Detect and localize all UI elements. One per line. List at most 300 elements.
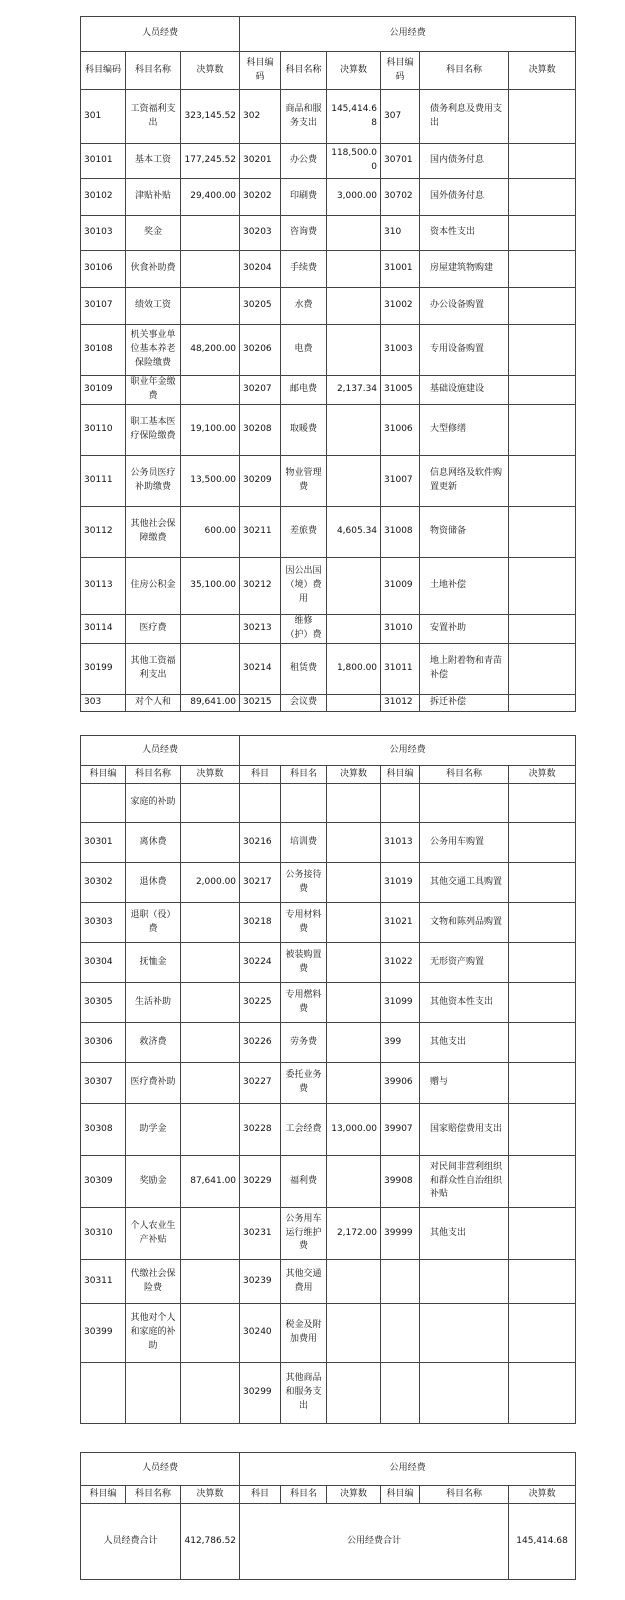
final-amount-cell bbox=[509, 784, 576, 823]
subject-name-cell: 其他对个人和家庭的补助 bbox=[126, 1304, 181, 1363]
subject-name-cell: 其他工资福利支出 bbox=[126, 644, 181, 695]
subject-name-cell: 个人农业生产补贴 bbox=[126, 1208, 181, 1260]
personnel-total-value: 412,786.52 bbox=[181, 1504, 240, 1580]
table-row bbox=[81, 644, 576, 695]
table-row bbox=[81, 288, 576, 325]
subject-name-cell bbox=[420, 1363, 509, 1424]
column-header-row bbox=[81, 52, 576, 90]
table-row bbox=[81, 695, 576, 712]
subject-name-cell: 医疗费补助 bbox=[126, 1063, 181, 1104]
final-amount-cell bbox=[181, 644, 240, 695]
subject-name-cell: 国内债务付息 bbox=[420, 144, 509, 179]
subject-code-cell: 30206 bbox=[240, 325, 281, 376]
col-header: 决算数 bbox=[181, 766, 240, 784]
subject-code-cell bbox=[381, 784, 420, 823]
final-amount-cell: 48,200.00 bbox=[181, 325, 240, 376]
subject-code-cell: 31003 bbox=[381, 325, 420, 376]
col-header: 决算数 bbox=[181, 1486, 240, 1504]
expense-table-2 bbox=[80, 735, 576, 1424]
final-amount-cell bbox=[181, 784, 240, 823]
col-header: 科目名称 bbox=[420, 766, 509, 784]
subject-name-cell: 专用设备购置 bbox=[420, 325, 509, 376]
final-amount-cell bbox=[181, 376, 240, 405]
table-row bbox=[81, 1304, 576, 1363]
col-header: 科目编 bbox=[81, 1486, 126, 1504]
col-header: 科目编码 bbox=[240, 52, 281, 90]
subject-code-cell bbox=[81, 1363, 126, 1424]
subject-name-cell: 代缴社会保险费 bbox=[126, 1260, 181, 1304]
subject-name-cell: 公务用车购置 bbox=[420, 823, 509, 863]
final-amount-cell bbox=[181, 1208, 240, 1260]
final-amount-cell bbox=[181, 615, 240, 644]
subject-name-cell: 物资储备 bbox=[420, 507, 509, 558]
subject-code-cell: 31009 bbox=[381, 558, 420, 615]
subject-code-cell: 301 bbox=[81, 90, 126, 144]
col-header: 决算数 bbox=[509, 766, 576, 784]
final-amount-cell bbox=[509, 1023, 576, 1063]
subject-name-cell: 津贴补贴 bbox=[126, 179, 181, 216]
subject-code-cell: 30201 bbox=[240, 144, 281, 179]
col-header: 科目 bbox=[240, 1486, 281, 1504]
final-amount-cell bbox=[509, 216, 576, 251]
table-row bbox=[81, 983, 576, 1023]
final-amount-cell bbox=[181, 1363, 240, 1424]
final-amount-cell bbox=[327, 695, 381, 712]
subject-code-cell: 30303 bbox=[81, 903, 126, 943]
subject-code-cell: 30110 bbox=[81, 405, 126, 456]
col-header: 科目名称 bbox=[126, 766, 181, 784]
subject-name-cell: 被装购置费 bbox=[281, 943, 327, 983]
final-amount-cell bbox=[509, 983, 576, 1023]
final-amount-cell bbox=[509, 456, 576, 507]
subject-name-cell: 退职（役）费 bbox=[126, 903, 181, 943]
subject-code-cell: 30106 bbox=[81, 251, 126, 288]
subject-code-cell bbox=[381, 1304, 420, 1363]
col-header: 科目编码 bbox=[81, 52, 126, 90]
personnel-expense-header: 人员经费 bbox=[81, 17, 240, 52]
col-header: 决算数 bbox=[181, 52, 240, 90]
final-amount-cell bbox=[509, 405, 576, 456]
subject-name-cell bbox=[126, 1363, 181, 1424]
table-row bbox=[81, 903, 576, 943]
subject-code-cell: 31019 bbox=[381, 863, 420, 903]
public-expense-header: 公用经费 bbox=[240, 736, 576, 766]
final-amount-cell bbox=[509, 376, 576, 405]
subject-code-cell: 30209 bbox=[240, 456, 281, 507]
public-total-label: 公用经费合计 bbox=[240, 1504, 509, 1580]
subject-code-cell: 39906 bbox=[381, 1063, 420, 1104]
subject-name-cell: 会议费 bbox=[281, 695, 327, 712]
final-amount-cell bbox=[327, 863, 381, 903]
table-row bbox=[81, 456, 576, 507]
public-total-value: 145,414.68 bbox=[509, 1504, 576, 1580]
final-amount-cell bbox=[327, 558, 381, 615]
final-amount-cell bbox=[509, 615, 576, 644]
subject-code-cell: 31011 bbox=[381, 644, 420, 695]
final-amount-cell bbox=[181, 903, 240, 943]
subject-code-cell: 30399 bbox=[81, 1304, 126, 1363]
subject-code-cell: 31099 bbox=[381, 983, 420, 1023]
subject-name-cell: 安置补助 bbox=[420, 615, 509, 644]
subject-name-cell: 维修（护）费 bbox=[281, 615, 327, 644]
subject-code-cell: 30112 bbox=[81, 507, 126, 558]
subject-code-cell: 30307 bbox=[81, 1063, 126, 1104]
final-amount-cell bbox=[509, 179, 576, 216]
final-amount-cell: 323,145.52 bbox=[181, 90, 240, 144]
table-row bbox=[81, 144, 576, 179]
subject-code-cell: 31005 bbox=[381, 376, 420, 405]
subject-name-cell bbox=[420, 784, 509, 823]
subject-code-cell: 302 bbox=[240, 90, 281, 144]
subject-code-cell: 30101 bbox=[81, 144, 126, 179]
subject-name-cell: 委托业务费 bbox=[281, 1063, 327, 1104]
final-amount-cell bbox=[181, 251, 240, 288]
subject-code-cell: 307 bbox=[381, 90, 420, 144]
subject-name-cell: 专用燃料费 bbox=[281, 983, 327, 1023]
column-header-row bbox=[81, 1486, 576, 1504]
subject-name-cell: 医疗费 bbox=[126, 615, 181, 644]
subject-name-cell: 绩效工资 bbox=[126, 288, 181, 325]
subject-name-cell: 邮电费 bbox=[281, 376, 327, 405]
subject-code-cell: 30702 bbox=[381, 179, 420, 216]
subject-code-cell: 30213 bbox=[240, 615, 281, 644]
subject-name-cell: 对民间非营利组织和群众性自治组织补贴 bbox=[420, 1156, 509, 1208]
final-amount-cell bbox=[327, 943, 381, 983]
subject-name-cell: 奖励金 bbox=[126, 1156, 181, 1208]
subject-name-cell: 工会经费 bbox=[281, 1104, 327, 1156]
subject-code-cell bbox=[81, 784, 126, 823]
table-row bbox=[81, 615, 576, 644]
subject-code-cell: 30701 bbox=[381, 144, 420, 179]
final-amount-cell bbox=[509, 558, 576, 615]
subject-code-cell: 30102 bbox=[81, 179, 126, 216]
col-header: 决算数 bbox=[327, 766, 381, 784]
subject-name-cell: 信息网络及软件购置更新 bbox=[420, 456, 509, 507]
subject-name-cell: 国家赔偿费用支出 bbox=[420, 1104, 509, 1156]
subject-code-cell: 30216 bbox=[240, 823, 281, 863]
final-amount-cell bbox=[327, 405, 381, 456]
final-amount-cell: 29,400.00 bbox=[181, 179, 240, 216]
column-header-row bbox=[81, 766, 576, 784]
subject-name-cell: 印刷费 bbox=[281, 179, 327, 216]
final-amount-cell: 13,500.00 bbox=[181, 456, 240, 507]
table-row bbox=[81, 179, 576, 216]
final-amount-cell bbox=[509, 1304, 576, 1363]
subject-code-cell: 30207 bbox=[240, 376, 281, 405]
subject-code-cell: 30302 bbox=[81, 863, 126, 903]
subject-name-cell: 其他支出 bbox=[420, 1023, 509, 1063]
table-row bbox=[81, 1063, 576, 1104]
subject-code-cell: 30299 bbox=[240, 1363, 281, 1424]
final-amount-cell bbox=[181, 1023, 240, 1063]
table-row bbox=[81, 90, 576, 144]
subject-name-cell: 家庭的补助 bbox=[126, 784, 181, 823]
final-amount-cell bbox=[509, 1208, 576, 1260]
subject-code-cell: 30109 bbox=[81, 376, 126, 405]
col-header: 决算数 bbox=[509, 52, 576, 90]
subject-name-cell bbox=[420, 1304, 509, 1363]
subject-name-cell: 大型修缮 bbox=[420, 405, 509, 456]
personnel-total-label: 人员经费合计 bbox=[81, 1504, 181, 1580]
final-amount-cell bbox=[509, 90, 576, 144]
subject-name-cell: 国外债务付息 bbox=[420, 179, 509, 216]
subject-name-cell: 生活补助 bbox=[126, 983, 181, 1023]
col-header: 决算数 bbox=[327, 52, 381, 90]
subject-code-cell: 30304 bbox=[81, 943, 126, 983]
final-amount-cell bbox=[509, 144, 576, 179]
subject-name-cell: 土地补偿 bbox=[420, 558, 509, 615]
subject-name-cell: 税金及附加费用 bbox=[281, 1304, 327, 1363]
subject-code-cell: 310 bbox=[381, 216, 420, 251]
final-amount-cell: 145,414.68 bbox=[327, 90, 381, 144]
subject-name-cell: 机关事业单位基本养老保险缴费 bbox=[126, 325, 181, 376]
col-header: 科目名称 bbox=[126, 1486, 181, 1504]
final-amount-cell bbox=[509, 1363, 576, 1424]
subject-code-cell: 30205 bbox=[240, 288, 281, 325]
final-amount-cell bbox=[327, 456, 381, 507]
final-amount-cell bbox=[327, 251, 381, 288]
final-amount-cell bbox=[509, 325, 576, 376]
table-row bbox=[81, 507, 576, 558]
final-amount-cell bbox=[327, 1063, 381, 1104]
subject-code-cell: 30305 bbox=[81, 983, 126, 1023]
col-header: 决算数 bbox=[327, 1486, 381, 1504]
subject-name-cell: 电费 bbox=[281, 325, 327, 376]
table-row bbox=[81, 823, 576, 863]
col-header: 科目编码 bbox=[381, 52, 420, 90]
subject-code-cell: 30211 bbox=[240, 507, 281, 558]
final-amount-cell bbox=[327, 1156, 381, 1208]
subject-code-cell: 30217 bbox=[240, 863, 281, 903]
subject-code-cell: 31002 bbox=[381, 288, 420, 325]
final-amount-cell bbox=[509, 1104, 576, 1156]
final-amount-cell bbox=[509, 251, 576, 288]
final-amount-cell bbox=[327, 1363, 381, 1424]
subject-code-cell: 30227 bbox=[240, 1063, 281, 1104]
subject-name-cell: 其他社会保障缴费 bbox=[126, 507, 181, 558]
subject-code-cell: 30107 bbox=[81, 288, 126, 325]
subject-code-cell: 30199 bbox=[81, 644, 126, 695]
col-header: 科目名称 bbox=[420, 52, 509, 90]
final-amount-cell bbox=[509, 823, 576, 863]
subject-name-cell: 公务员医疗补助缴费 bbox=[126, 456, 181, 507]
subject-code-cell: 31007 bbox=[381, 456, 420, 507]
table-row bbox=[81, 863, 576, 903]
subject-name-cell: 办公费 bbox=[281, 144, 327, 179]
subject-code-cell: 30311 bbox=[81, 1260, 126, 1304]
table-row bbox=[81, 325, 576, 376]
final-amount-cell bbox=[509, 1260, 576, 1304]
final-amount-cell bbox=[327, 615, 381, 644]
subject-code-cell: 30113 bbox=[81, 558, 126, 615]
table-row bbox=[81, 1208, 576, 1260]
subject-name-cell: 其他支出 bbox=[420, 1208, 509, 1260]
final-amount-cell bbox=[509, 644, 576, 695]
table-row bbox=[81, 1104, 576, 1156]
table-row bbox=[81, 1156, 576, 1208]
subject-name-cell: 离休费 bbox=[126, 823, 181, 863]
final-amount-cell bbox=[181, 216, 240, 251]
final-amount-cell bbox=[509, 903, 576, 943]
subject-name-cell: 对个人和 bbox=[126, 695, 181, 712]
subject-name-cell: 救济费 bbox=[126, 1023, 181, 1063]
table-row bbox=[81, 405, 576, 456]
subject-code-cell: 30308 bbox=[81, 1104, 126, 1156]
final-amount-cell bbox=[181, 1304, 240, 1363]
subject-name-cell: 福利费 bbox=[281, 1156, 327, 1208]
public-expense-header: 公用经费 bbox=[240, 1453, 576, 1486]
subject-name-cell: 地上附着物和青苗补偿 bbox=[420, 644, 509, 695]
public-expense-header: 公用经费 bbox=[240, 17, 576, 52]
subject-code-cell: 39908 bbox=[381, 1156, 420, 1208]
subject-code-cell: 30301 bbox=[81, 823, 126, 863]
subject-name-cell: 公务接待费 bbox=[281, 863, 327, 903]
subject-name-cell: 差旅费 bbox=[281, 507, 327, 558]
subject-code-cell: 30208 bbox=[240, 405, 281, 456]
final-amount-cell bbox=[509, 695, 576, 712]
subject-code-cell: 31021 bbox=[381, 903, 420, 943]
subject-name-cell: 无形资产购置 bbox=[420, 943, 509, 983]
subject-code-cell: 30225 bbox=[240, 983, 281, 1023]
subject-code-cell: 30309 bbox=[81, 1156, 126, 1208]
subject-code-cell: 303 bbox=[81, 695, 126, 712]
final-amount-cell bbox=[509, 288, 576, 325]
final-amount-cell bbox=[327, 1260, 381, 1304]
subject-name-cell: 奖金 bbox=[126, 216, 181, 251]
subject-code-cell: 31012 bbox=[381, 695, 420, 712]
subject-name-cell: 文物和陈列品购置 bbox=[420, 903, 509, 943]
subject-name-cell: 办公设备购置 bbox=[420, 288, 509, 325]
subject-code-cell: 30103 bbox=[81, 216, 126, 251]
subject-name-cell: 工资福利支出 bbox=[126, 90, 181, 144]
total-row bbox=[81, 1504, 576, 1580]
final-amount-cell bbox=[327, 823, 381, 863]
final-amount-cell bbox=[181, 983, 240, 1023]
subject-code-cell: 30212 bbox=[240, 558, 281, 615]
table-row bbox=[81, 1260, 576, 1304]
table-row bbox=[81, 251, 576, 288]
table-row bbox=[81, 1363, 576, 1424]
final-amount-cell: 1,800.00 bbox=[327, 644, 381, 695]
table-row bbox=[81, 216, 576, 251]
final-amount-cell bbox=[327, 784, 381, 823]
final-amount-cell bbox=[327, 903, 381, 943]
final-amount-cell: 118,500.00 bbox=[327, 144, 381, 179]
subject-name-cell: 资本性支出 bbox=[420, 216, 509, 251]
subject-code-cell: 39999 bbox=[381, 1208, 420, 1260]
subject-code-cell: 31008 bbox=[381, 507, 420, 558]
final-amount-cell bbox=[509, 507, 576, 558]
final-amount-cell bbox=[327, 1023, 381, 1063]
col-header: 科目 bbox=[240, 766, 281, 784]
final-amount-cell bbox=[327, 1304, 381, 1363]
subject-name-cell: 职业年金缴费 bbox=[126, 376, 181, 405]
subject-code-cell: 31010 bbox=[381, 615, 420, 644]
expense-total-table bbox=[80, 1452, 576, 1580]
final-amount-cell: 87,641.00 bbox=[181, 1156, 240, 1208]
expense-table-1 bbox=[80, 16, 576, 712]
subject-name-cell: 伙食补助费 bbox=[126, 251, 181, 288]
subject-name-cell: 其他资本性支出 bbox=[420, 983, 509, 1023]
subject-name-cell bbox=[420, 1260, 509, 1304]
subject-name-cell: 劳务费 bbox=[281, 1023, 327, 1063]
subject-code-cell: 30231 bbox=[240, 1208, 281, 1260]
subject-code-cell: 31006 bbox=[381, 405, 420, 456]
subject-code-cell: 399 bbox=[381, 1023, 420, 1063]
subject-code-cell: 30214 bbox=[240, 644, 281, 695]
final-amount-cell bbox=[181, 1104, 240, 1156]
subject-name-cell bbox=[281, 784, 327, 823]
subject-name-cell: 取暖费 bbox=[281, 405, 327, 456]
subject-name-cell: 专用材料费 bbox=[281, 903, 327, 943]
subject-code-cell: 30203 bbox=[240, 216, 281, 251]
table-row bbox=[81, 943, 576, 983]
subject-code-cell: 31001 bbox=[381, 251, 420, 288]
final-amount-cell bbox=[327, 325, 381, 376]
final-amount-cell: 35,100.00 bbox=[181, 558, 240, 615]
col-header: 科目名称 bbox=[281, 52, 327, 90]
subject-name-cell: 商品和服务支出 bbox=[281, 90, 327, 144]
final-amount-cell: 2,000.00 bbox=[181, 863, 240, 903]
subject-name-cell: 水费 bbox=[281, 288, 327, 325]
subject-code-cell: 31013 bbox=[381, 823, 420, 863]
personnel-expense-header: 人员经费 bbox=[81, 736, 240, 766]
col-header: 科目名称 bbox=[420, 1486, 509, 1504]
subject-code-cell: 30229 bbox=[240, 1156, 281, 1208]
subject-name-cell: 物业管理费 bbox=[281, 456, 327, 507]
subject-code-cell: 30226 bbox=[240, 1023, 281, 1063]
table-row bbox=[81, 784, 576, 823]
subject-name-cell: 退休费 bbox=[126, 863, 181, 903]
final-amount-cell bbox=[181, 1260, 240, 1304]
final-amount-cell: 2,172.00 bbox=[327, 1208, 381, 1260]
final-amount-cell: 177,245.52 bbox=[181, 144, 240, 179]
final-amount-cell: 600.00 bbox=[181, 507, 240, 558]
subject-name-cell: 其他商品和服务支出 bbox=[281, 1363, 327, 1424]
final-amount-cell bbox=[509, 943, 576, 983]
subject-code-cell: 30215 bbox=[240, 695, 281, 712]
col-header: 科目名 bbox=[281, 1486, 327, 1504]
subject-code-cell: 30108 bbox=[81, 325, 126, 376]
col-header: 科目编 bbox=[81, 766, 126, 784]
final-amount-cell bbox=[509, 1063, 576, 1104]
final-amount-cell bbox=[327, 288, 381, 325]
subject-name-cell: 培训费 bbox=[281, 823, 327, 863]
subject-code-cell: 30114 bbox=[81, 615, 126, 644]
final-amount-cell bbox=[509, 1156, 576, 1208]
subject-code-cell bbox=[381, 1260, 420, 1304]
subject-name-cell: 抚恤金 bbox=[126, 943, 181, 983]
subject-name-cell: 其他交通工具购置 bbox=[420, 863, 509, 903]
subject-code-cell: 30240 bbox=[240, 1304, 281, 1363]
subject-code-cell: 30228 bbox=[240, 1104, 281, 1156]
final-amount-cell bbox=[327, 983, 381, 1023]
subject-name-cell: 公务用车运行维护费 bbox=[281, 1208, 327, 1260]
final-amount-cell: 2,137.34 bbox=[327, 376, 381, 405]
subject-name-cell: 手续费 bbox=[281, 251, 327, 288]
subject-name-cell: 咨询费 bbox=[281, 216, 327, 251]
subject-name-cell: 租赁费 bbox=[281, 644, 327, 695]
subject-name-cell: 赠与 bbox=[420, 1063, 509, 1104]
subject-code-cell: 31022 bbox=[381, 943, 420, 983]
subject-code-cell: 30239 bbox=[240, 1260, 281, 1304]
subject-code-cell: 30224 bbox=[240, 943, 281, 983]
subject-name-cell: 房屋建筑物购建 bbox=[420, 251, 509, 288]
col-header: 决算数 bbox=[509, 1486, 576, 1504]
table-row bbox=[81, 376, 576, 405]
final-amount-cell: 89,641.00 bbox=[181, 695, 240, 712]
final-amount-cell: 4,605.34 bbox=[327, 507, 381, 558]
